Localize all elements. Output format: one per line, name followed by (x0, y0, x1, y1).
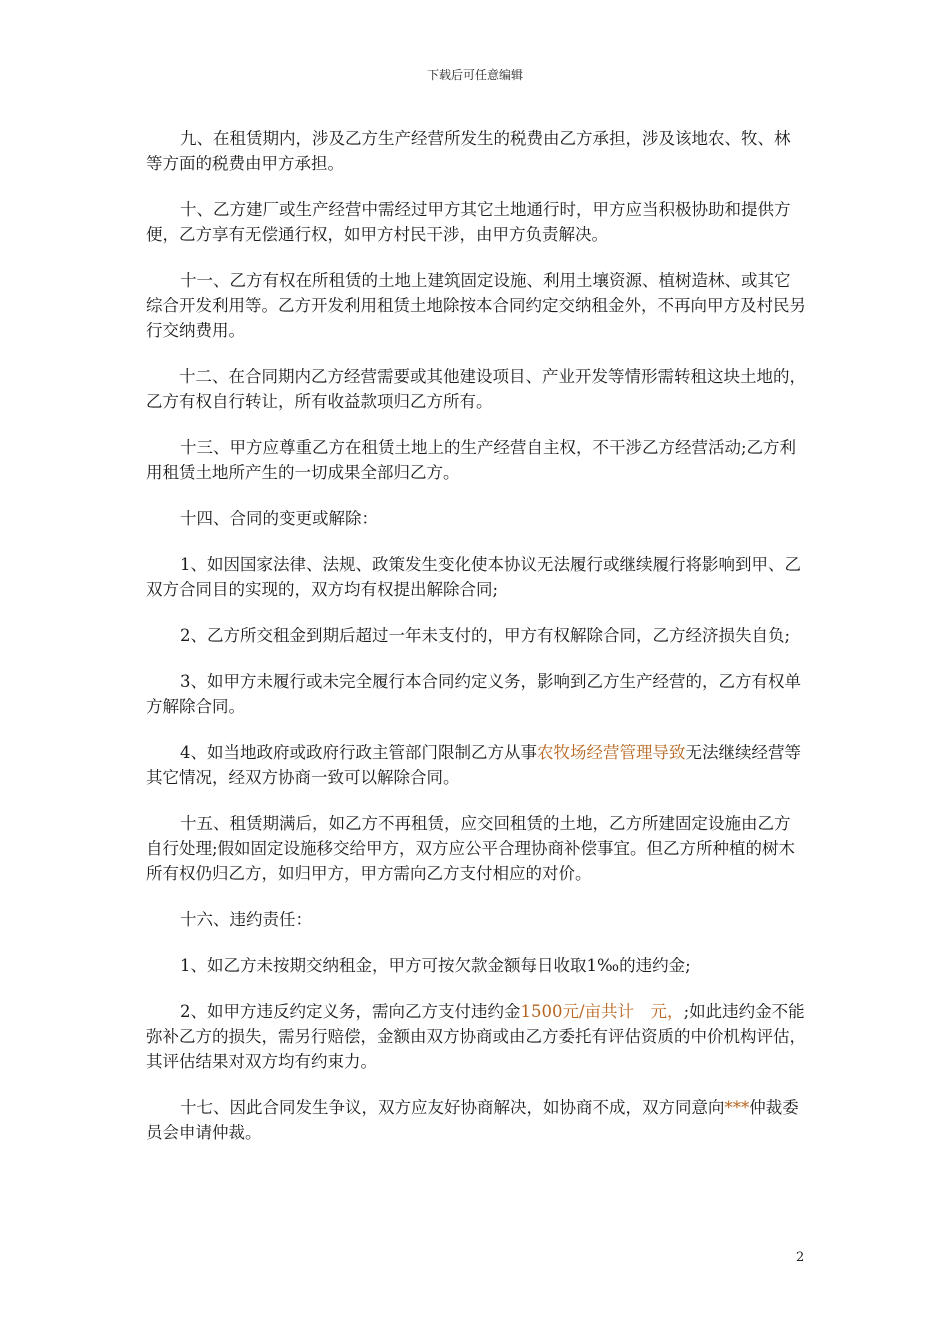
clause-16-heading: 十六、违约责任： (180, 910, 312, 929)
clause-17 (146, 1095, 806, 1145)
text-segment: 2、如甲方违反约定义务，需向乙方支付违约金 (180, 1002, 521, 1021)
highlighted-text: 农牧场经营管理导致 (537, 743, 686, 762)
text-segment: 十七、因此合同发生争议，双方应友好协商解决，如协商不成，双方同意向 (180, 1098, 725, 1117)
clause-16-item-2 (146, 999, 806, 1074)
highlighted-text: 1500元/亩共计 元， (520, 1002, 684, 1021)
text-segment: 4、如当地政府或政府行政主管部门限制乙方从事 (180, 743, 537, 762)
clause-14-item-2: 2、乙方所交租金到期后超过一年未支付的，甲方有权解除合同，乙方经济损失自负; (180, 626, 791, 645)
page-number: 2 (796, 1250, 805, 1265)
clause-10: 十、乙方建厂或生产经营中需经过甲方其它土地通行时，甲方应当积极协助和提供方便，乙方享有无偿通行权，如甲方村民干涉，由甲方负责解决。 (146, 200, 791, 244)
clause-12: 十二、在合同期内乙方经营需要或其他建设项目、产业开发等情形需转租这块土地的，乙方有权自行转让，所有收益款项归乙方所有。 (146, 367, 806, 411)
text-segment: ;如此违约金不能弥补乙方的损失，需另行赔偿，金额由双方协商或由乙方委托有评估资质的中价机构评估，其评估结果对双方均有约束力。 (146, 1002, 806, 1071)
clause-14-item-1: 1、如因国家法律、法规、政策发生变化使本协议无法履行或继续履行将影响到甲、乙双方合同目的实现的，双方均有权提出解除合同; (146, 555, 801, 599)
clause-14-item-3: 3、如甲方未履行或未完全履行本合同约定义务，影响到乙方生产经营的，乙方有权单方解除合同。 (146, 672, 801, 716)
clause-13: 十三、甲方应尊重乙方在租赁土地上的生产经营自主权，不干涉乙方经营活动;乙方利用租赁土地所产生的一切成果全部归乙方。 (146, 438, 797, 482)
highlighted-text: *** (724, 1098, 750, 1117)
text-segment: 仲裁委员会申请仲裁。 (146, 1098, 799, 1142)
document-body (146, 126, 806, 1166)
clause-11: 十一、乙方有权在所租赁的土地上建筑固定设施、利用土壤资源、植树造林、或其它综合开发利用等。乙方开发利用租赁土地除按本合同约定交纳租金外，不再向甲方及村民另行交纳费用。 (146, 271, 806, 340)
clause-9: 九、在租赁期内，涉及乙方生产经营所发生的税费由乙方承担，涉及该地农、牧、林等方面的税费由甲方承担。 (146, 129, 791, 173)
clause-15: 十五、租赁期满后，如乙方不再租赁，应交回租赁的土地，乙方所建固定设施由乙方自行处理;假如固定设施移交给甲方，双方应公平合理协商补偿事宜。但乙方所种植的树木所有权仍归乙方，如归甲方，甲方需向乙方支付相应的对价。 (146, 814, 796, 883)
clause-16-item-1: 1、如乙方未按期交纳租金，甲方可按欠款金额每日收取1‰的违约金; (180, 956, 691, 975)
text-segment: 无法继续经营等其它情况，经双方协商一致可以解除合同。 (146, 743, 801, 787)
clause-14-item-4 (146, 740, 806, 790)
page-header: 下载后可任意编辑 (426, 68, 523, 82)
clause-14-heading: 十四、合同的变更或解除： (180, 509, 378, 528)
